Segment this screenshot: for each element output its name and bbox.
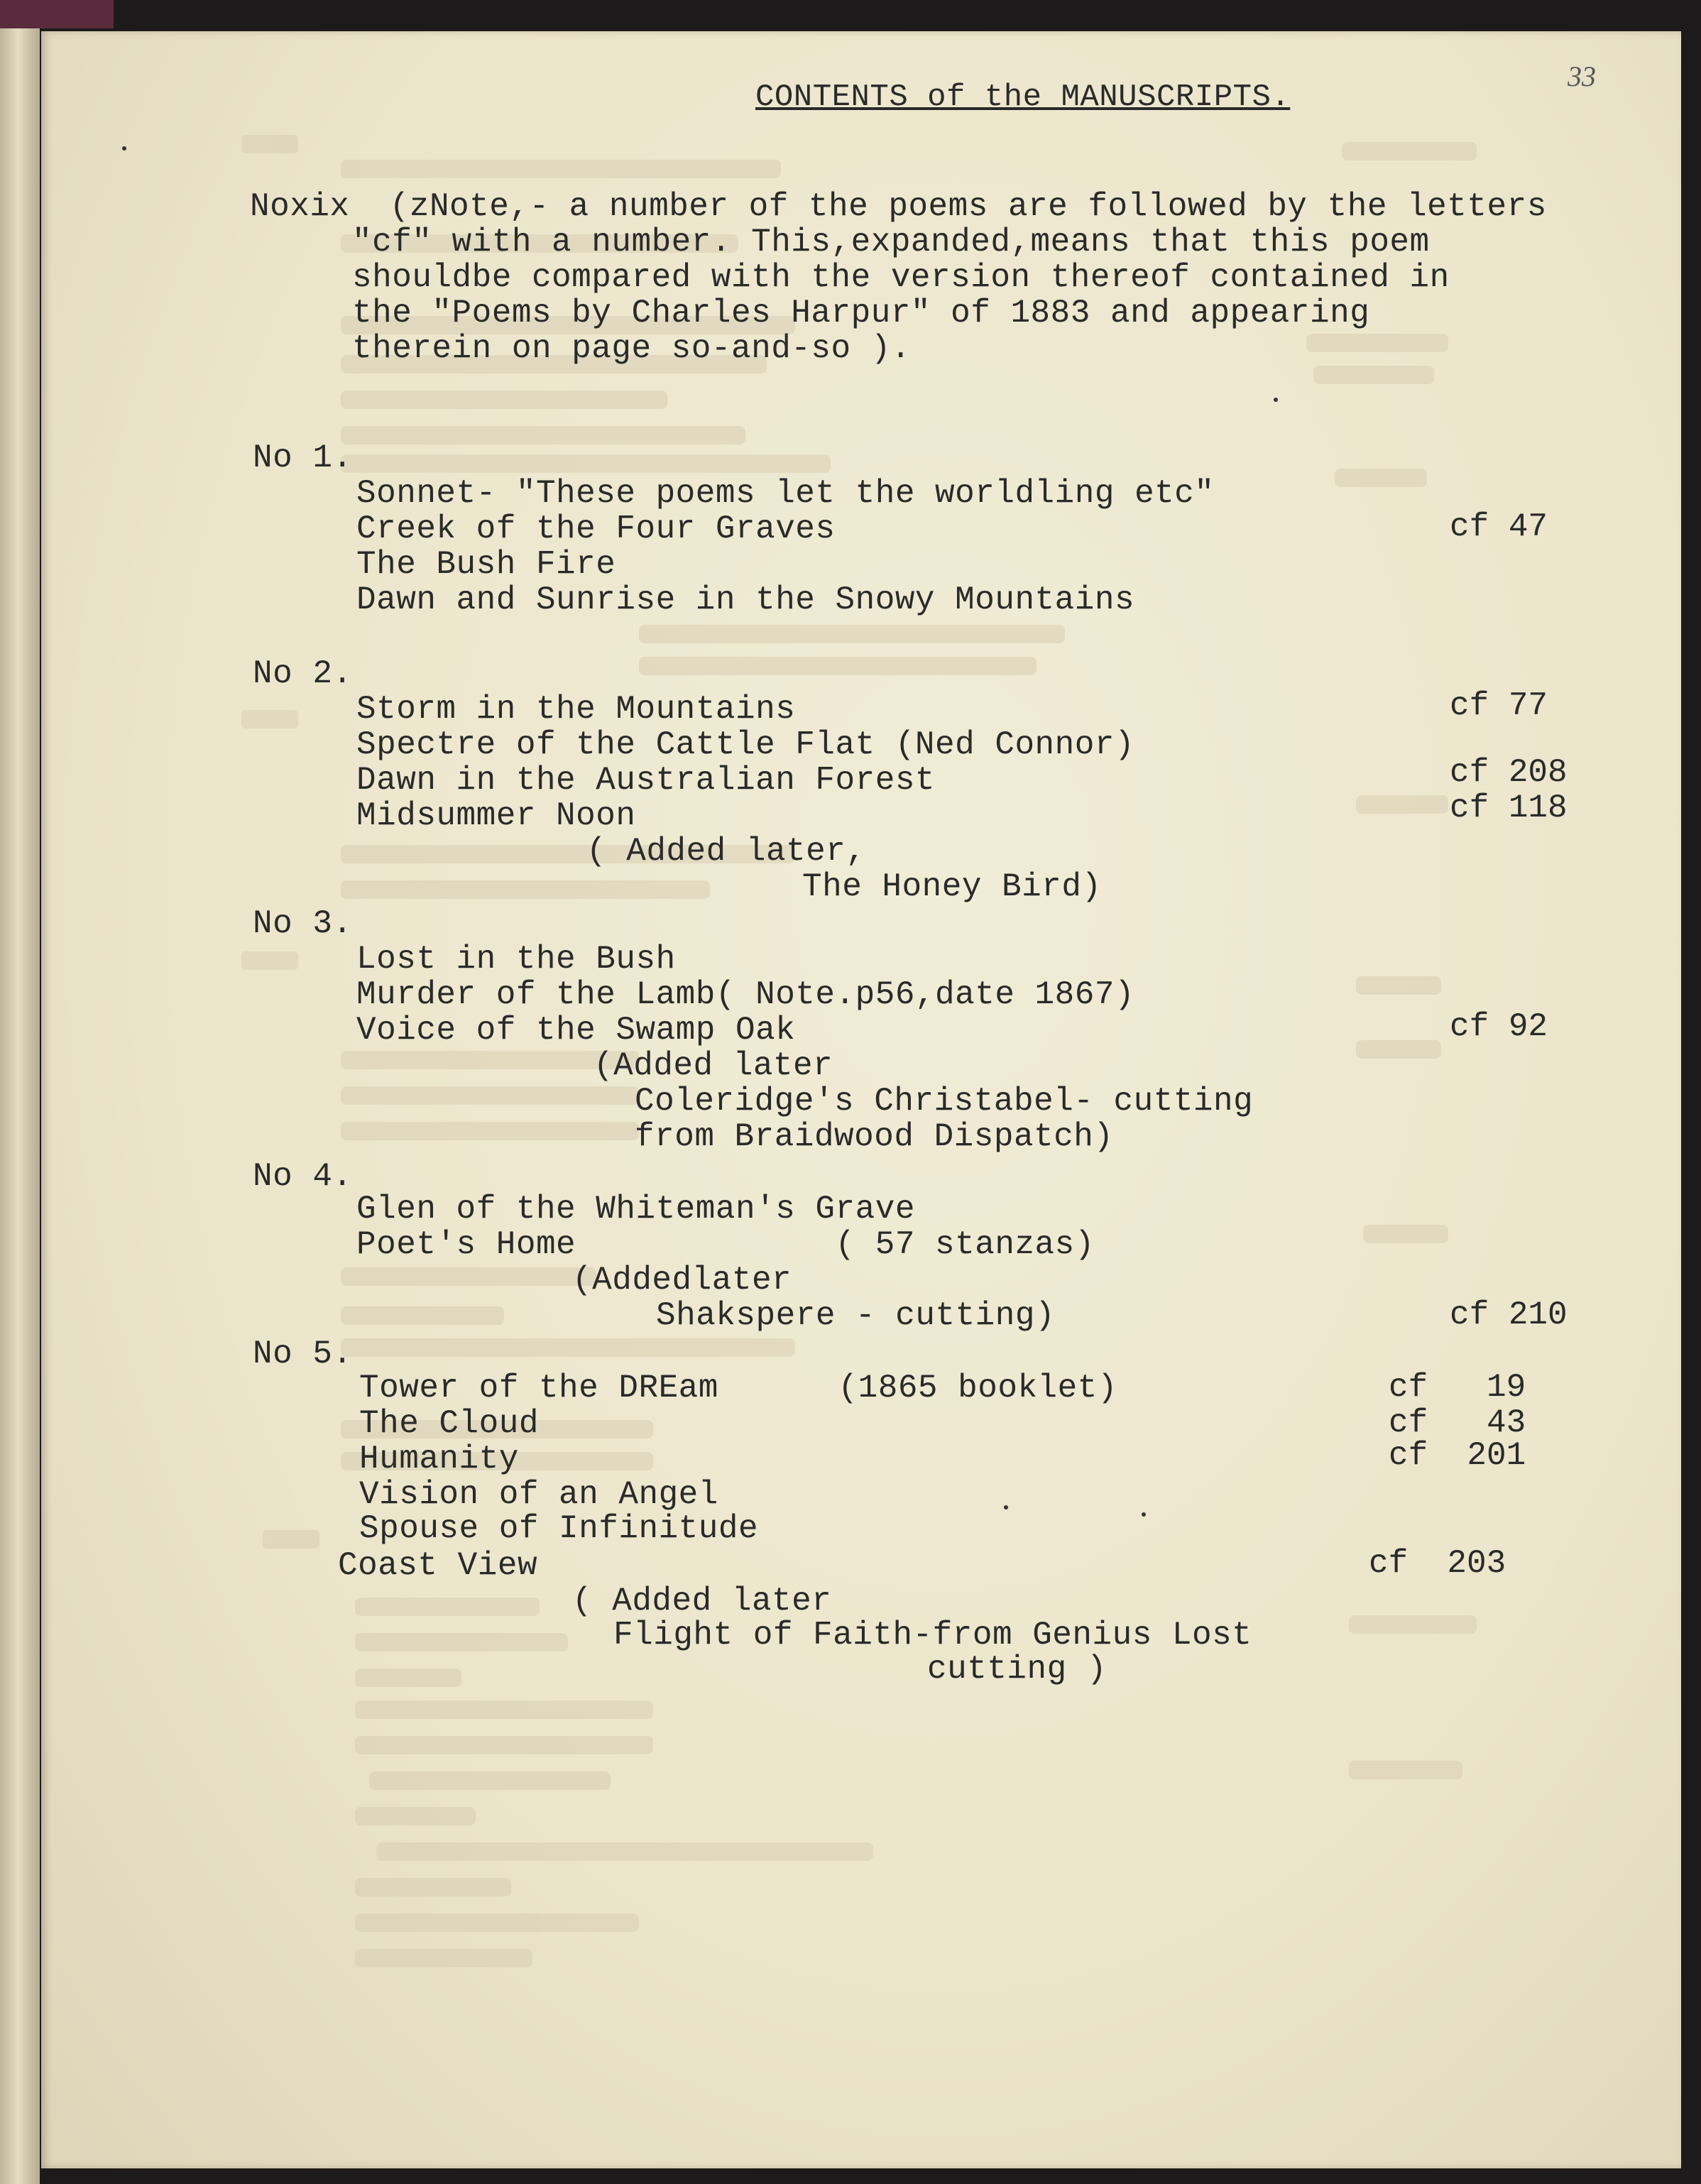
cf-reference: cf 210: [1450, 1296, 1568, 1333]
section-heading: No 4.: [253, 1158, 353, 1195]
section-heading: No 2.: [253, 655, 353, 692]
section-heading: No 5.: [253, 1336, 353, 1372]
section-heading: No 3.: [253, 905, 353, 942]
cf-reference: cf 47: [1450, 508, 1548, 545]
poem-title: Coast View: [338, 1547, 538, 1584]
folio-number: 33: [1568, 60, 1596, 92]
added-note: ( Added later: [572, 1583, 832, 1620]
added-note: cutting ): [927, 1651, 1107, 1688]
added-note: (Added later: [594, 1047, 833, 1084]
poem-title: Storm in the Mountains: [356, 691, 796, 728]
section-heading: No 1.: [253, 439, 353, 476]
cf-reference: cf 43: [1389, 1404, 1526, 1441]
cf-reference: cf 118: [1450, 790, 1568, 826]
added-note: ( Added later,: [586, 833, 866, 870]
cf-reference: cf 208: [1450, 754, 1568, 791]
note-line: therein on page so-and-so ).: [352, 330, 911, 367]
added-note: (Addedlater: [572, 1262, 792, 1299]
cf-reference: cf 201: [1389, 1437, 1526, 1474]
ink-speck: [1274, 398, 1278, 402]
added-note: from Braidwood Dispatch): [635, 1118, 1114, 1155]
poem-title: Sonnet- "These poems let the worldling etc": [356, 475, 1215, 512]
poem-title: Creek of the Four Graves: [356, 510, 836, 547]
poem-title: Humanity: [359, 1441, 519, 1478]
note-line: Noxix (zNote,- a number of the poems are followed by the letters: [250, 188, 1547, 225]
note-line: "cf" with a number. This,expanded,means that this poem: [352, 224, 1430, 261]
poem-title: Murder of the Lamb( Note.p56,date 1867): [356, 976, 1135, 1013]
ink-speck: [122, 146, 126, 151]
cf-reference: cf 203: [1369, 1545, 1506, 1582]
poem-title: Lost in the Bush: [356, 941, 676, 978]
note-line: shouldbe compared with the version thereof contained in: [352, 259, 1450, 296]
poem-title: Midsummer Noon: [356, 797, 636, 834]
added-note: Coleridge's Christabel- cutting: [635, 1083, 1254, 1120]
cf-reference: cf 19: [1389, 1369, 1526, 1406]
ink-speck: [1142, 1512, 1146, 1517]
poem-title: The Bush Fire: [356, 546, 616, 583]
ink-speck: [1004, 1505, 1008, 1509]
poem-title: Spouse of Infinitude: [359, 1510, 759, 1547]
poem-title: Dawn in the Australian Forest: [356, 762, 936, 799]
note-line: the "Poems by Charles Harpur" of 1883 and appearing: [352, 295, 1370, 332]
cf-reference: cf 77: [1450, 687, 1548, 724]
poem-title: Voice of the Swamp Oak: [356, 1012, 796, 1049]
cf-reference: cf 92: [1450, 1008, 1548, 1045]
added-note: Flight of Faith-from Genius Lost: [613, 1617, 1252, 1654]
added-note: The Honey Bird): [802, 868, 1102, 905]
poem-title: Dawn and Sunrise in the Snowy Mountains: [356, 582, 1135, 618]
page-title: CONTENTS of the MANUSCRIPTS.: [755, 80, 1291, 115]
poem-title: Tower of the DREam (1865 booklet): [359, 1370, 1117, 1407]
poem-title: Vision of an Angel: [359, 1476, 718, 1513]
poem-title: Glen of the Whiteman's Grave: [356, 1191, 915, 1228]
added-note: Shakspere - cutting): [656, 1297, 1056, 1334]
poem-title: Spectre of the Cattle Flat (Ned Connor): [356, 726, 1135, 763]
poem-title: Poet's Home ( 57 stanzas): [356, 1226, 1095, 1263]
poem-title: The Cloud: [359, 1405, 539, 1442]
